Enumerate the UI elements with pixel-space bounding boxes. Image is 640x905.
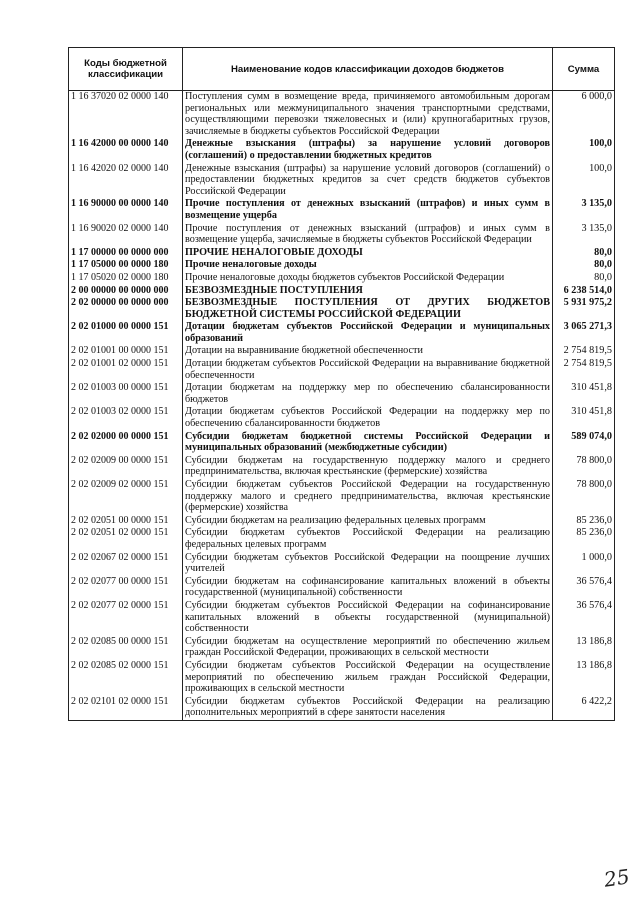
table-row — [69, 163, 615, 199]
row-code: 2 02 02000 00 0000 151 — [69, 431, 183, 455]
row-code: 2 02 02077 02 0000 151 — [69, 600, 183, 636]
row-sum: 310 451,8 — [553, 406, 615, 430]
row-name: Субсидии бюджетам бюджетной системы Российской Федерации и муниципальных образований (межбюджетные субсидии) — [183, 431, 553, 455]
table-body — [69, 91, 615, 721]
row-code: 1 16 90020 02 0000 140 — [69, 223, 183, 247]
row-sum: 310 451,8 — [553, 382, 615, 406]
header-sum: Сумма — [553, 48, 615, 91]
table-row — [69, 247, 615, 260]
row-code: 1 17 05020 02 0000 180 — [69, 272, 183, 285]
row-name: Субсидии бюджетам субъектов Российской Федерации на реализацию дополнительных мероприятий в сфере занятости населения — [183, 696, 553, 721]
row-sum: 100,0 — [553, 163, 615, 199]
table-row — [69, 285, 615, 298]
table-row — [69, 91, 615, 139]
row-name: Прочие неналоговые доходы бюджетов субъектов Российской Федерации — [183, 272, 553, 285]
row-code: 2 02 01003 00 0000 151 — [69, 382, 183, 406]
row-sum: 6 422,2 — [553, 696, 615, 721]
row-code: 1 16 37020 02 0000 140 — [69, 91, 183, 139]
row-name: Дотации бюджетам субъектов Российской Федерации и муниципальных образований — [183, 321, 553, 345]
row-name: Субсидии бюджетам субъектов Российской Федерации на осуществление мероприятий по обеспечению жильем граждан Российской Федерации, проживающих в сельской местности — [183, 660, 553, 696]
table-header — [69, 48, 615, 91]
row-sum: 85 236,0 — [553, 515, 615, 528]
row-name: Дотации бюджетам на поддержку мер по обеспечению сбалансированности бюджетов — [183, 382, 553, 406]
row-code: 2 02 01001 00 0000 151 — [69, 345, 183, 358]
row-sum: 5 931 975,2 — [553, 297, 615, 321]
row-code: 2 02 02085 00 0000 151 — [69, 636, 183, 660]
table-row — [69, 552, 615, 576]
row-code: 2 02 01003 02 0000 151 — [69, 406, 183, 430]
row-sum: 3 135,0 — [553, 223, 615, 247]
row-sum: 13 186,8 — [553, 636, 615, 660]
table-row — [69, 223, 615, 247]
row-sum: 2 754 819,5 — [553, 345, 615, 358]
table-row — [69, 138, 615, 162]
row-code: 2 02 02051 00 0000 151 — [69, 515, 183, 528]
table-row — [69, 259, 615, 272]
page-number: 25 — [602, 864, 631, 892]
row-name: Субсидии бюджетам субъектов Российской Федерации на государственную поддержку малого и среднего предпринимательства, включая крестьянские (фермерские) хозяйства — [183, 479, 553, 515]
row-sum: 36 576,4 — [553, 600, 615, 636]
row-name: Прочие поступления от денежных взысканий (штрафов) и иных сумм в возмещение ущерба — [183, 198, 553, 222]
table-row — [69, 358, 615, 382]
header-name: Наименование кодов классификации доходов бюджетов — [183, 48, 553, 91]
table-row — [69, 515, 615, 528]
table-row — [69, 696, 615, 721]
row-code: 2 02 02085 02 0000 151 — [69, 660, 183, 696]
row-sum: 13 186,8 — [553, 660, 615, 696]
row-sum: 2 754 819,5 — [553, 358, 615, 382]
row-name: Субсидии бюджетам субъектов Российской Федерации на поощрение лучших учителей — [183, 552, 553, 576]
row-code: 2 02 02067 02 0000 151 — [69, 552, 183, 576]
row-code: 2 02 01001 02 0000 151 — [69, 358, 183, 382]
table-row — [69, 636, 615, 660]
row-name: Дотации бюджетам субъектов Российской Федерации на поддержку мер по обеспечению сбалансированности бюджетов — [183, 406, 553, 430]
row-name: Субсидии бюджетам на государственную поддержку малого и среднего предпринимательства, включая крестьянские (фермерские) хозяйства — [183, 455, 553, 479]
row-name: Денежные взыскания (штрафы) за нарушение условий договоров (соглашений) о предоставлении бюджетных кредитов за счет средств бюджетов субъектов Российской Федерации — [183, 163, 553, 199]
row-name: Прочие неналоговые доходы — [183, 259, 553, 272]
row-sum: 100,0 — [553, 138, 615, 162]
budget-revenue-table — [68, 47, 615, 721]
row-code: 1 16 42020 02 0000 140 — [69, 163, 183, 199]
row-sum: 80,0 — [553, 247, 615, 260]
row-name: Субсидии бюджетам субъектов Российской Федерации на софинансирование капитальных вложений в объекты государственной (муниципальной) собственности — [183, 600, 553, 636]
table-row — [69, 345, 615, 358]
header-code: Коды бюджетной классификации — [69, 48, 183, 91]
table-row — [69, 297, 615, 321]
table-row — [69, 321, 615, 345]
table-row — [69, 406, 615, 430]
row-code: 2 02 02009 00 0000 151 — [69, 455, 183, 479]
row-code: 2 02 01000 00 0000 151 — [69, 321, 183, 345]
row-code: 1 16 90000 00 0000 140 — [69, 198, 183, 222]
row-code: 1 17 05000 00 0000 180 — [69, 259, 183, 272]
row-code: 2 02 02077 00 0000 151 — [69, 576, 183, 600]
row-name: Прочие поступления от денежных взысканий (штрафов) и иных сумм в возмещение ущерба, зачисляемые в бюджеты субъектов Российской Федерации — [183, 223, 553, 247]
row-sum: 78 800,0 — [553, 455, 615, 479]
table-row — [69, 660, 615, 696]
table-row — [69, 576, 615, 600]
row-code: 2 02 02009 02 0000 151 — [69, 479, 183, 515]
row-sum: 3 065 271,3 — [553, 321, 615, 345]
row-sum: 80,0 — [553, 259, 615, 272]
row-name: Поступления сумм в возмещение вреда, причиняемого автомобильным дорогам региональных или межмуниципального значения транспортными средствами, осуществляющими перевозки тяжеловесных и (или) крупногабаритных грузов, зачисляемые в бюджеты субъектов Российской Федерации — [183, 91, 553, 139]
row-code: 2 02 02101 02 0000 151 — [69, 696, 183, 721]
table-row — [69, 431, 615, 455]
row-sum: 85 236,0 — [553, 527, 615, 551]
row-name: Субсидии бюджетам на софинансирование капитальных вложений в объекты государственной (муниципальной) собственности — [183, 576, 553, 600]
table-row — [69, 198, 615, 222]
row-sum: 78 800,0 — [553, 479, 615, 515]
row-code: 1 17 00000 00 0000 000 — [69, 247, 183, 260]
row-sum: 6 238 514,0 — [553, 285, 615, 298]
row-name: Дотации на выравнивание бюджетной обеспеченности — [183, 345, 553, 358]
table-row — [69, 272, 615, 285]
table-row — [69, 382, 615, 406]
table-row — [69, 479, 615, 515]
row-name: Денежные взыскания (штрафы) за нарушение условий договоров (соглашений) о предоставлении бюджетных кредитов — [183, 138, 553, 162]
row-sum: 3 135,0 — [553, 198, 615, 222]
row-name: БЕЗВОЗМЕЗДНЫЕ ПОСТУПЛЕНИЯ ОТ ДРУГИХ БЮДЖЕТОВ БЮДЖЕТНОЙ СИСТЕМЫ РОССИЙСКОЙ ФЕДЕРАЦИИ — [183, 297, 553, 321]
row-code: 2 00 00000 00 0000 000 — [69, 285, 183, 298]
row-sum: 589 074,0 — [553, 431, 615, 455]
row-sum: 80,0 — [553, 272, 615, 285]
row-sum: 1 000,0 — [553, 552, 615, 576]
table-row — [69, 455, 615, 479]
row-sum: 36 576,4 — [553, 576, 615, 600]
row-name: Субсидии бюджетам на осуществление мероприятий по обеспечению жильем граждан Российской Федерации, проживающих в сельской местности — [183, 636, 553, 660]
row-code: 2 02 00000 00 0000 000 — [69, 297, 183, 321]
row-sum: 6 000,0 — [553, 91, 615, 139]
row-code: 2 02 02051 02 0000 151 — [69, 527, 183, 551]
row-name: Субсидии бюджетам на реализацию федеральных целевых программ — [183, 515, 553, 528]
row-code: 1 16 42000 00 0000 140 — [69, 138, 183, 162]
row-name: БЕЗВОЗМЕЗДНЫЕ ПОСТУПЛЕНИЯ — [183, 285, 553, 298]
table-row — [69, 600, 615, 636]
row-name: Субсидии бюджетам субъектов Российской Федерации на реализацию федеральных целевых программ — [183, 527, 553, 551]
row-name: ПРОЧИЕ НЕНАЛОГОВЫЕ ДОХОДЫ — [183, 247, 553, 260]
table-row — [69, 527, 615, 551]
row-name: Дотации бюджетам субъектов Российской Федерации на выравнивание бюджетной обеспеченности — [183, 358, 553, 382]
